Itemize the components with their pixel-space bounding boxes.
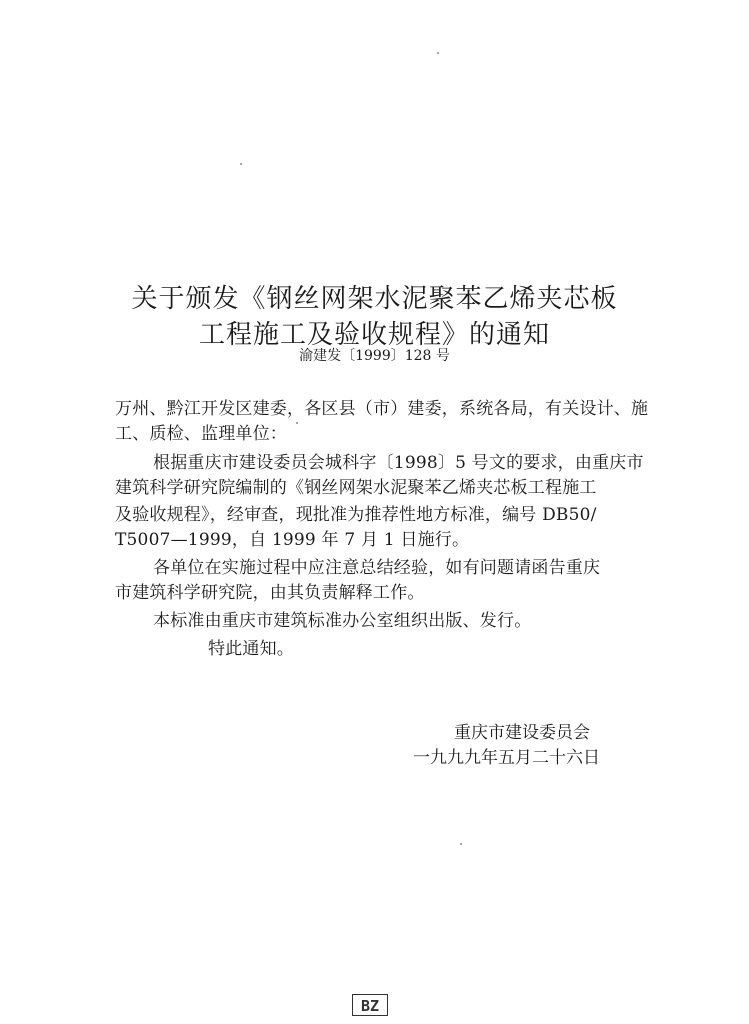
scan-speck	[460, 843, 462, 845]
paragraph-3: 本标准由重庆市建筑标准办公室组织出版、发行。	[153, 611, 532, 631]
notice-title-line-2: 工程施工及验收规程》的通知	[198, 320, 550, 350]
paragraph-1-line-4: T5007—1999，自 1999 年 7 月 1 日施行。	[115, 530, 470, 550]
scan-speck	[240, 163, 242, 165]
signature-organization: 重庆市建设委员会	[454, 723, 590, 743]
paragraph-1-line-2: 建筑科学研究院编制的《钢丝网架水泥聚苯乙烯夹芯板工程施工	[115, 478, 597, 498]
scan-speck	[437, 52, 439, 54]
closing-line: 特此通知。	[208, 639, 294, 659]
paragraph-2-line-1: 各单位在实施过程中应注意总结经验，如有问题请函告重庆	[153, 558, 601, 578]
recipients-line-1: 万州、黔江开发区建委，各区县（市）建委，系统各局，有关设计、施	[115, 399, 649, 419]
signature-date: 一九九九年五月二十六日	[413, 748, 600, 768]
paragraph-2-line-2: 市建筑科学研究院，由其负责解释工作。	[115, 583, 425, 603]
notice-title-line-1: 关于颁发《钢丝网架水泥聚苯乙烯夹芯板	[131, 284, 618, 314]
page-mark-logo: BZ	[352, 994, 388, 1016]
scan-speck	[296, 422, 298, 424]
paragraph-1-line-1: 根据重庆市建设委员会城科字〔1998〕5 号文的要求，由重庆市	[153, 453, 644, 473]
paragraph-1-line-3: 及验收规程》，经审查，现批准为推荐性地方标准，编号 DB50/	[115, 505, 597, 525]
recipients-line-2: 工、质检、监理单位：	[115, 424, 287, 444]
document-number: 渝建发〔1999〕128 号	[299, 348, 450, 364]
